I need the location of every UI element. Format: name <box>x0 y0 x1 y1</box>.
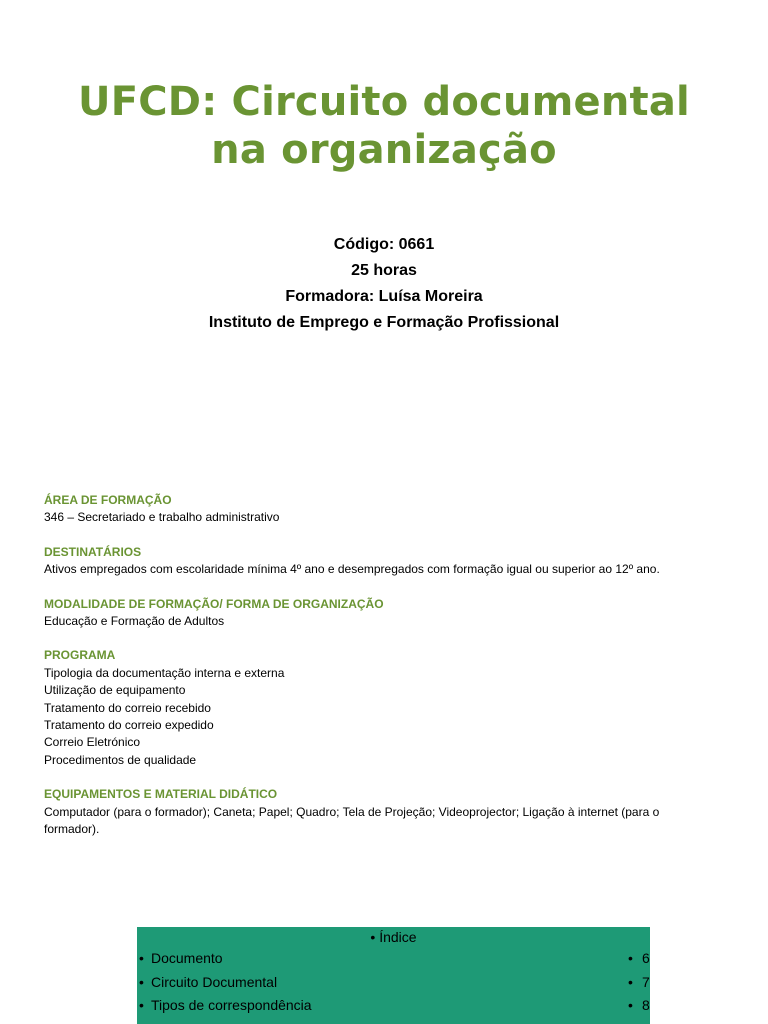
bullet-icon: • <box>139 997 144 1013</box>
program-item: Tratamento do correio expedido <box>44 718 214 733</box>
bullet-icon: • <box>628 974 633 990</box>
toc-entry[interactable] <box>137 971 650 994</box>
bullet-icon: • <box>628 997 633 1013</box>
section-recipients <box>44 544 734 579</box>
title-line-2: na organização <box>211 127 557 173</box>
course-institute: Instituto de Emprego e Formação Profissional <box>208 314 560 331</box>
toc-heading <box>137 928 650 946</box>
course-trainer: Formadora: Luísa Moreira <box>285 288 483 305</box>
toc-entry[interactable] <box>137 994 650 1017</box>
document-title <box>0 78 768 174</box>
section-program <box>44 647 734 769</box>
toc-entry[interactable] <box>137 947 650 970</box>
toc-entry-label: Circuito Documental <box>151 974 278 990</box>
section-line: 346 – Secretariado e trabalho administrativo <box>44 510 280 525</box>
toc-entry-page: 8 <box>642 997 650 1013</box>
course-meta <box>0 232 768 336</box>
title-line-1: UFCD: Circuito documental <box>78 79 690 125</box>
section-equipment <box>44 786 734 838</box>
program-item: Procedimentos de qualidade <box>44 752 197 767</box>
section-title: DESTINATÁRIOS <box>44 544 142 559</box>
section-modality <box>44 596 734 631</box>
table-of-contents <box>137 927 650 1024</box>
course-code: Código: 0661 <box>333 236 435 253</box>
section-line: Educação e Formação de Adultos <box>44 614 225 629</box>
toc-heading-label: Índice <box>379 929 417 945</box>
section-title: MODALIDADE DE FORMAÇÃO/ FORMA DE ORGANIZAÇÃO <box>44 596 384 611</box>
bullet-icon: • <box>139 950 144 966</box>
section-area <box>44 492 734 527</box>
toc-entry-page: 6 <box>642 950 650 966</box>
section-title: PROGRAMA <box>44 648 116 663</box>
toc-entry-page: 7 <box>642 974 650 990</box>
section-title: EQUIPAMENTOS E MATERIAL DIDÁTICO <box>44 787 278 802</box>
section-title: ÁREA DE FORMAÇÃO <box>44 493 172 507</box>
program-item: Utilização de equipamento <box>44 683 186 698</box>
program-item: Tipologia da documentação interna e externa <box>44 665 285 680</box>
section-line: Ativos empregados com escolaridade mínima 4º ano e desempregados com formação igual ou superior ao 12º ano. <box>44 562 660 577</box>
section-line: formador). <box>44 822 100 837</box>
program-item: Tratamento do correio recebido <box>44 700 211 715</box>
bullet-icon: • <box>370 929 376 945</box>
toc-entry-label: Tipos de correspondência <box>151 997 312 1013</box>
bullet-icon: • <box>139 974 144 990</box>
course-sections <box>44 492 734 856</box>
section-line: Computador (para o formador); Caneta; Papel; Quadro; Tela de Projeção; Videoprojector; Ligação à internet (para o <box>44 804 660 819</box>
bullet-icon: • <box>628 950 633 966</box>
course-hours: 25 horas <box>351 262 417 279</box>
program-item: Correio Eletrónico <box>44 735 141 750</box>
toc-entry-label: Documento <box>151 950 223 966</box>
